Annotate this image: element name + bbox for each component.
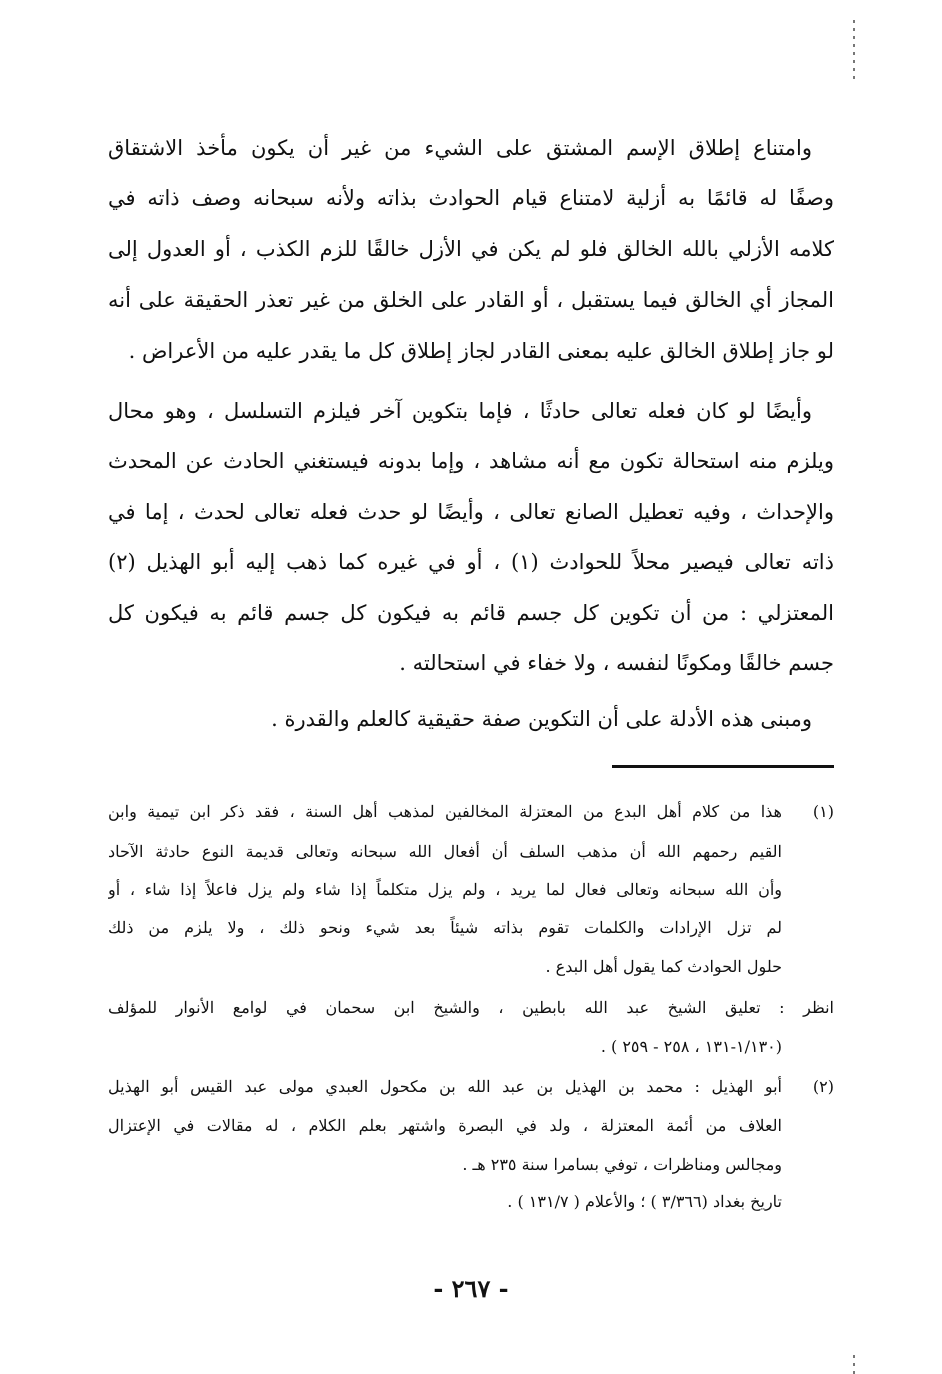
- body-line: وأيضًا لو كان فعله تعالى حادثًا ، فإما بتكوين آخر فيلزم التسلسل ، وهو محال: [108, 399, 812, 423]
- body-line: جسم خالقًا ومكونًا لنفسه ، ولا خفاء في استحالته .: [399, 651, 834, 675]
- body-line: المعتزلي : من أن تكوين كل جسم قائم به فيكون كل جسم قائم به فيكون كل: [108, 601, 834, 625]
- page-number: - ٢٦٧ -: [433, 1274, 509, 1303]
- footnote-2-line: أبو الهذيل : محمد بن الهذيل بن عبد الله بن مكحول العبدي مولى عبد القيس أبو الهذيل: [108, 1077, 782, 1096]
- body-line: وامتناع إطلاق الإسم المشتق على الشيء من غير أن يكون مأخذ الاشتقاق: [108, 136, 812, 160]
- scan-mark: [853, 1355, 855, 1374]
- body-line: لو جاز إطلاق الخالق عليه بمعنى القادر لجاز إطلاق كل ما يقدر عليه من الأعراض .: [128, 339, 834, 363]
- scan-mark: [853, 20, 855, 80]
- footnote-separator: [612, 765, 834, 768]
- footnote-1-line: حلول الحوادث كما يقول أهل البدع .: [545, 957, 782, 976]
- body-line: والإحداث ، وفيه تعطيل الصانع تعالى ، وأيضًا لو حدث فعله تعالى لحدث ، إما في: [108, 500, 834, 524]
- footnote-2-number: (٢): [812, 1077, 834, 1096]
- footnote-2-line: ومجالس ومناظرات ، توفي بسامرا سنة ٢٣٥ هـ .: [462, 1155, 782, 1174]
- footnote-1-line: وأن الله سبحانه وتعالى فعال لما يريد ، ولم يزل متكلماً إذا شاء ولم يزل فاعلاً إذا شاء ، أو: [108, 880, 782, 899]
- footnote-2-line: العلاف من أئمة المعتزلة ، ولد في البصرة واشتهر بعلم الكلام ، له مقالات في الإعتزال: [108, 1116, 782, 1135]
- body-line: كلامه الأزلي بالله الخالق فلو لم يكن في الأزل خالقًا للزم الكذب ، أو العدول إلى: [108, 237, 834, 261]
- footnote-2-reference: تاريخ بغداد (٣/٣٦٦ ) ؛ والأعلام ( ١٣١/٧ ) .: [507, 1192, 782, 1211]
- footnote-1-line: القيم رحمهم الله أن مذهب السلف أن أفعال الله سبحانه وتعالى قديمة النوع حادثة الآحاد: [108, 842, 782, 861]
- body-line: ويلزم منه استحالة تكون مع أنه مشاهد ، وإما بدونه فيستغني الحادث عن المحدث: [108, 449, 834, 473]
- body-line: وصفًا له قائمًا به أزلية لامتناع قيام الحوادث بذاته ولأنه سبحانه وصف ذاته في: [108, 186, 834, 210]
- body-line: ومبنى هذه الأدلة على أن التكوين صفة حقيقية كالعلم والقدرة .: [271, 707, 812, 731]
- footnote-1-reference: انظر : تعليق الشيخ عبد الله بابطين ، والشيخ ابن سحمان في لوامع الأنوار للمؤلف: [108, 998, 834, 1017]
- footnote-1-number: (١): [812, 802, 834, 821]
- footnote-1-line: لم تزل الإرادات والكلمات تقوم بذاته شيئاً بعد شيء ونحو ذلك ، ولا يلزم من ذلك: [108, 918, 782, 937]
- footnote-1-reference: (١/١٣٠-١٣١ ، ٢٥٨ - ٢٥٩ ) .: [600, 1037, 782, 1056]
- body-line: ذاته تعالى فيصير محلاً للحوادث (١) ، أو في غيره كما ذهب إليه أبو الهذيل (٢): [108, 550, 834, 574]
- footnote-1-line: هذا من كلام أهل البدع من المعتزلة المخالفين لمذهب أهل السنة ، فقد ذكر ابن تيمية وابن: [108, 802, 782, 821]
- body-line: المجاز أي الخالق فيما يستقبل ، أو القادر على الخلق من غير تعذر الحقيقة على أنه: [108, 288, 834, 312]
